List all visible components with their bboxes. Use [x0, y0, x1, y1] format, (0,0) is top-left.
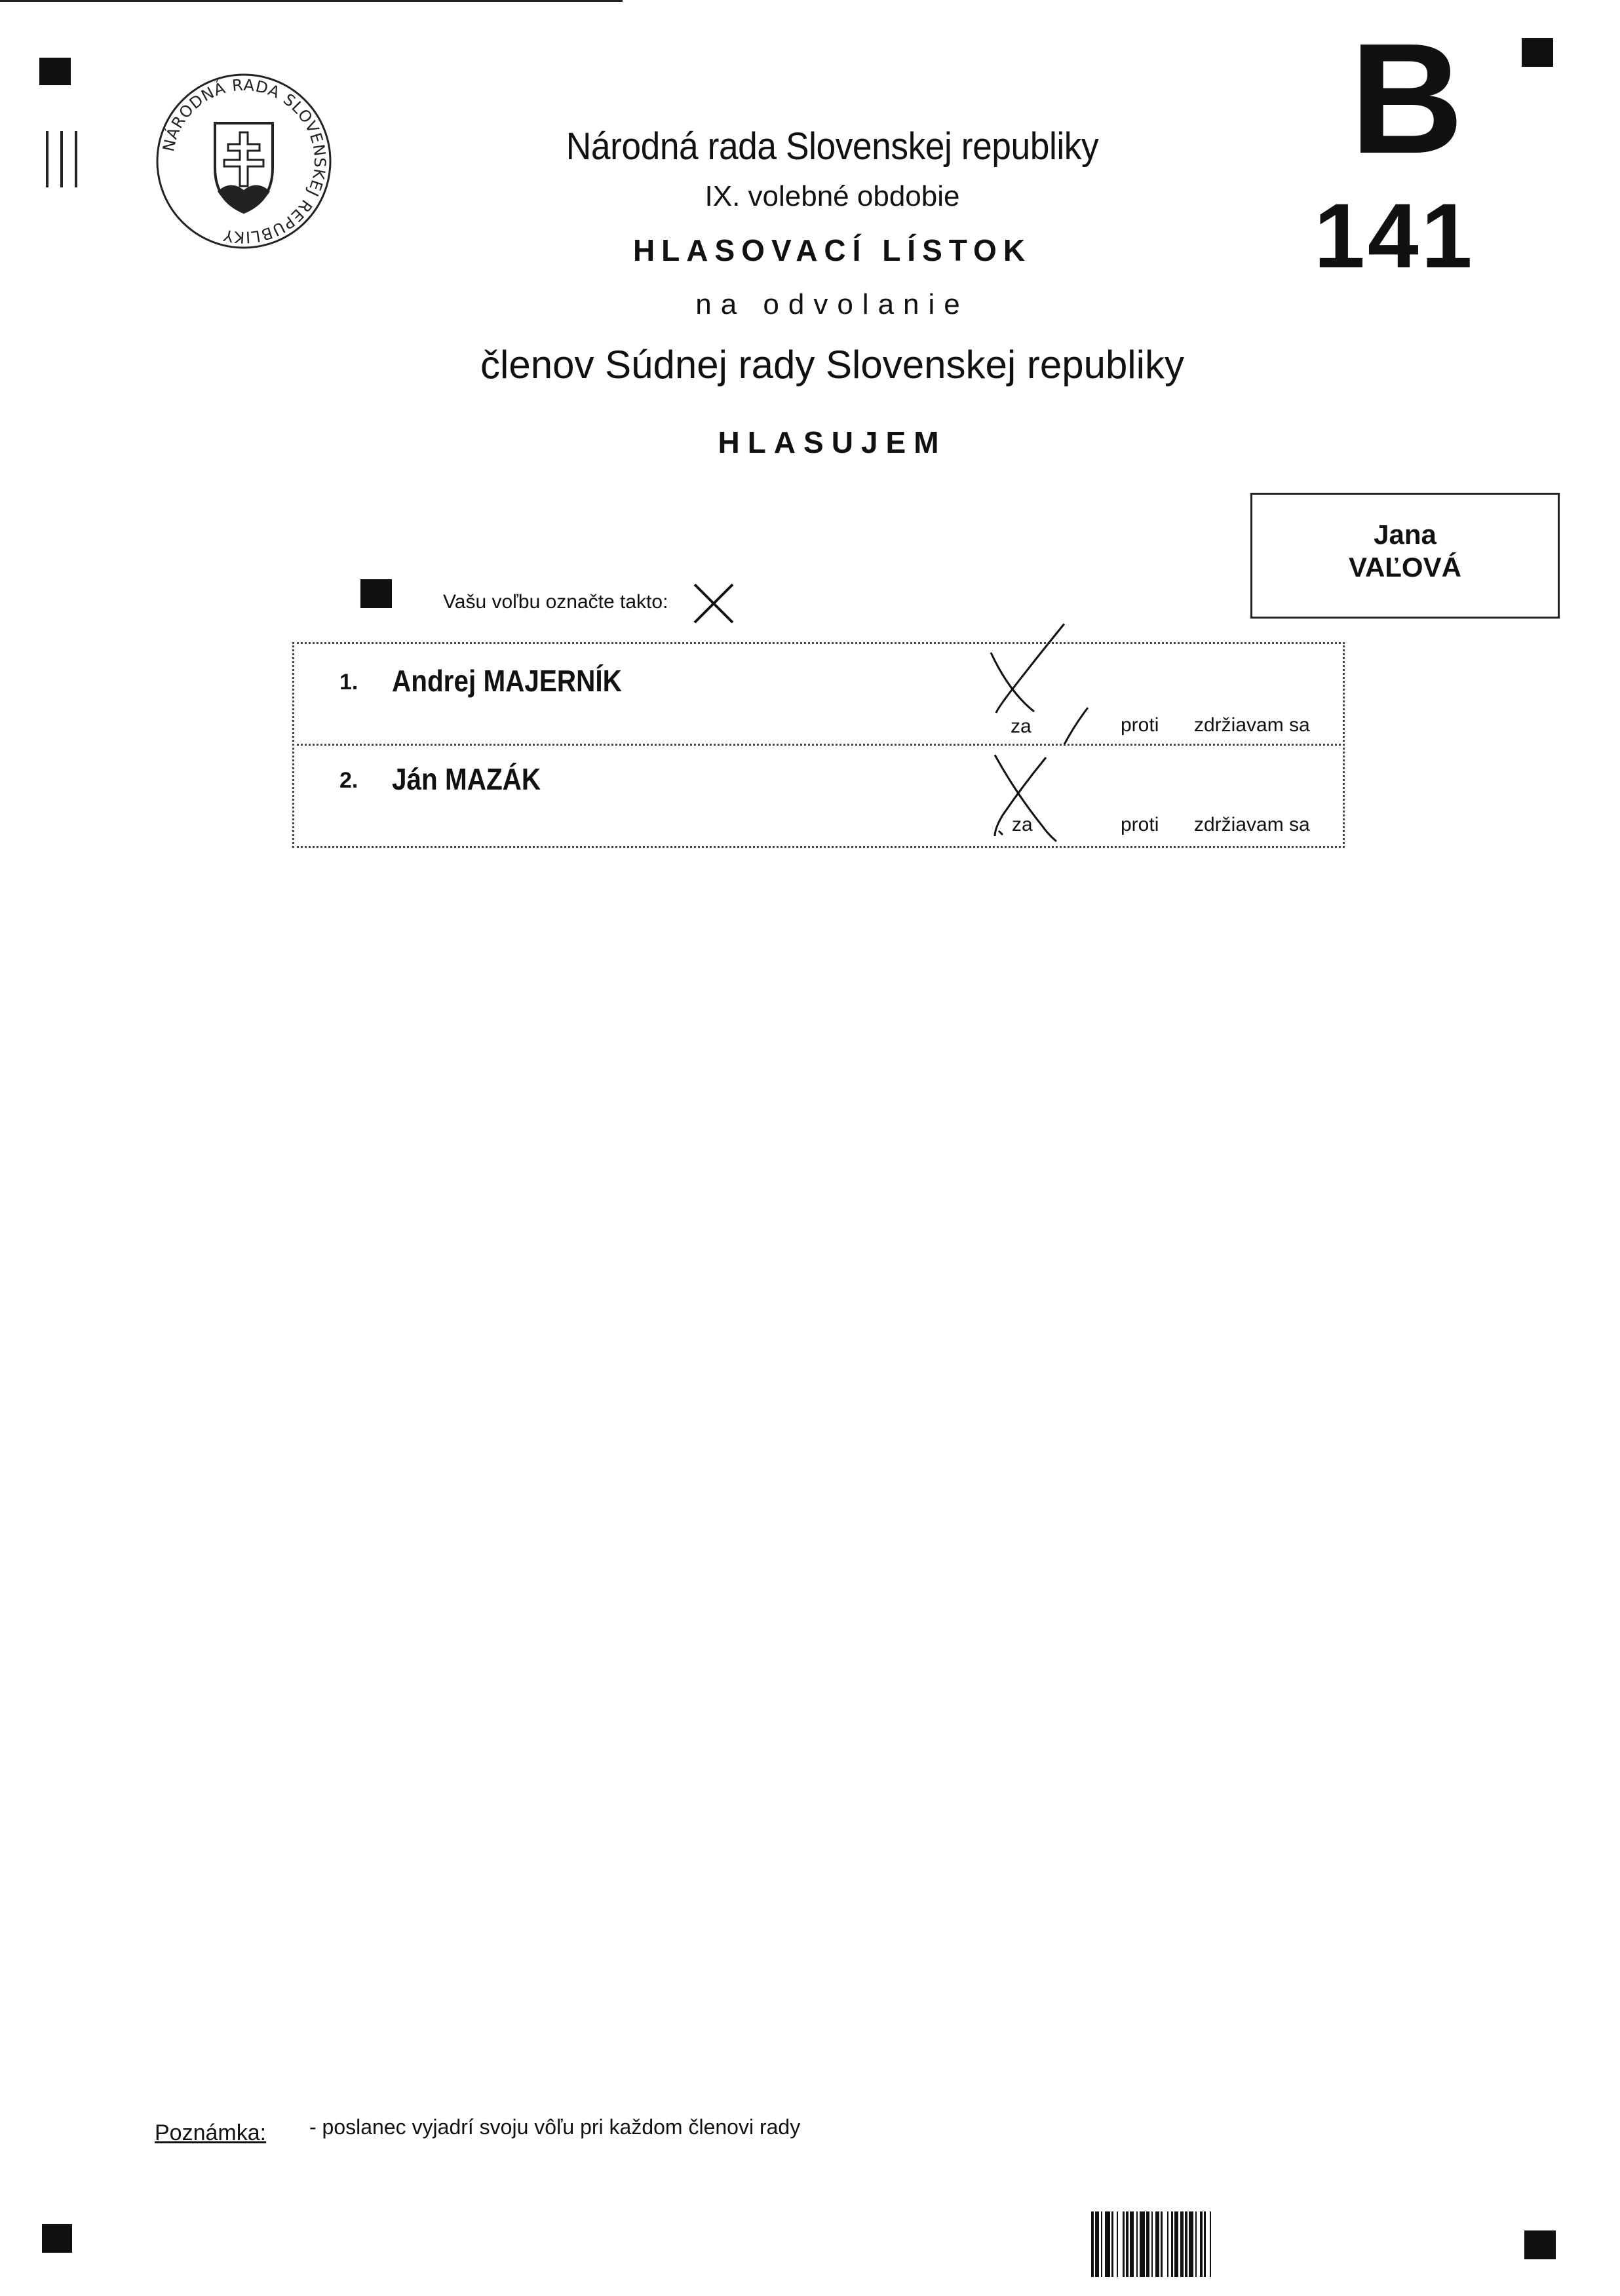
example-cross-icon	[692, 582, 735, 625]
instruction-square-marker	[360, 579, 392, 608]
instruction-text: Vašu voľbu označte takto:	[443, 591, 668, 613]
top-border-line	[0, 0, 623, 2]
barcode-bar	[1140, 2211, 1145, 2277]
option-yes[interactable]: za	[1011, 716, 1032, 737]
candidate-number: 1.	[339, 670, 358, 695]
svg-text:NÁRODNÁ RADA SLOVENSKEJ REPUBL: NÁRODNÁ RADA SLOVENSKEJ REPUBLIKY	[159, 75, 330, 247]
voter-first-name: Jana	[1374, 519, 1437, 550]
ballot-series-letter: B	[1350, 10, 1464, 186]
barcode-bar	[1118, 2211, 1123, 2277]
tally-bar	[75, 131, 77, 187]
barcode-bar	[1163, 2211, 1167, 2277]
vote-heading: HLASUJEM	[718, 425, 947, 459]
institution-title: Národná rada Slovenskej republiky	[566, 125, 1099, 168]
state-seal-icon	[152, 69, 336, 253]
note-label: Poznámka:	[155, 2120, 267, 2145]
option-yes[interactable]: za	[1012, 814, 1033, 835]
tally-bar	[60, 131, 63, 187]
table-row-divider	[292, 744, 1345, 746]
candidate-name: Andrej MAJERNÍK	[392, 664, 622, 698]
voter-last-name: VAĽOVÁ	[1349, 552, 1461, 583]
registration-mark-top-left	[39, 58, 71, 85]
tally-bar	[46, 131, 48, 187]
candidate-number: 2.	[339, 768, 358, 793]
option-no[interactable]: proti	[1121, 714, 1159, 736]
barcode-bar	[1211, 2211, 1214, 2277]
registration-mark-top-right	[1522, 38, 1553, 67]
voter-name-box	[1250, 493, 1560, 619]
barcode-bar	[1189, 2211, 1193, 2277]
ballot-number: 141	[1314, 184, 1475, 287]
handwritten-cross-mark	[983, 747, 1088, 852]
note-text: - poslanec vyjadrí svoju vôľu pri každom členovi rady	[309, 2115, 801, 2139]
barcode-bar	[1105, 2211, 1110, 2277]
candidate-name: Ján MAZÁK	[392, 762, 541, 796]
electoral-term: IX. volebné obdobie	[704, 180, 960, 212]
handwritten-cross-mark	[983, 620, 1101, 751]
barcode	[1091, 2211, 1465, 2277]
registration-mark-bottom-left	[42, 2224, 72, 2253]
registration-mark-bottom-right	[1524, 2230, 1556, 2259]
option-abstain[interactable]: zdržiavam sa	[1194, 714, 1310, 736]
ballot-purpose: na odvolanie	[695, 288, 969, 320]
document-type: HLASOVACÍ LÍSTOK	[632, 233, 1032, 267]
ballot-subject: členov Súdnej rady Slovenskej republiky	[480, 343, 1184, 387]
option-no[interactable]: proti	[1121, 814, 1159, 835]
option-abstain[interactable]: zdržiavam sa	[1194, 814, 1310, 835]
